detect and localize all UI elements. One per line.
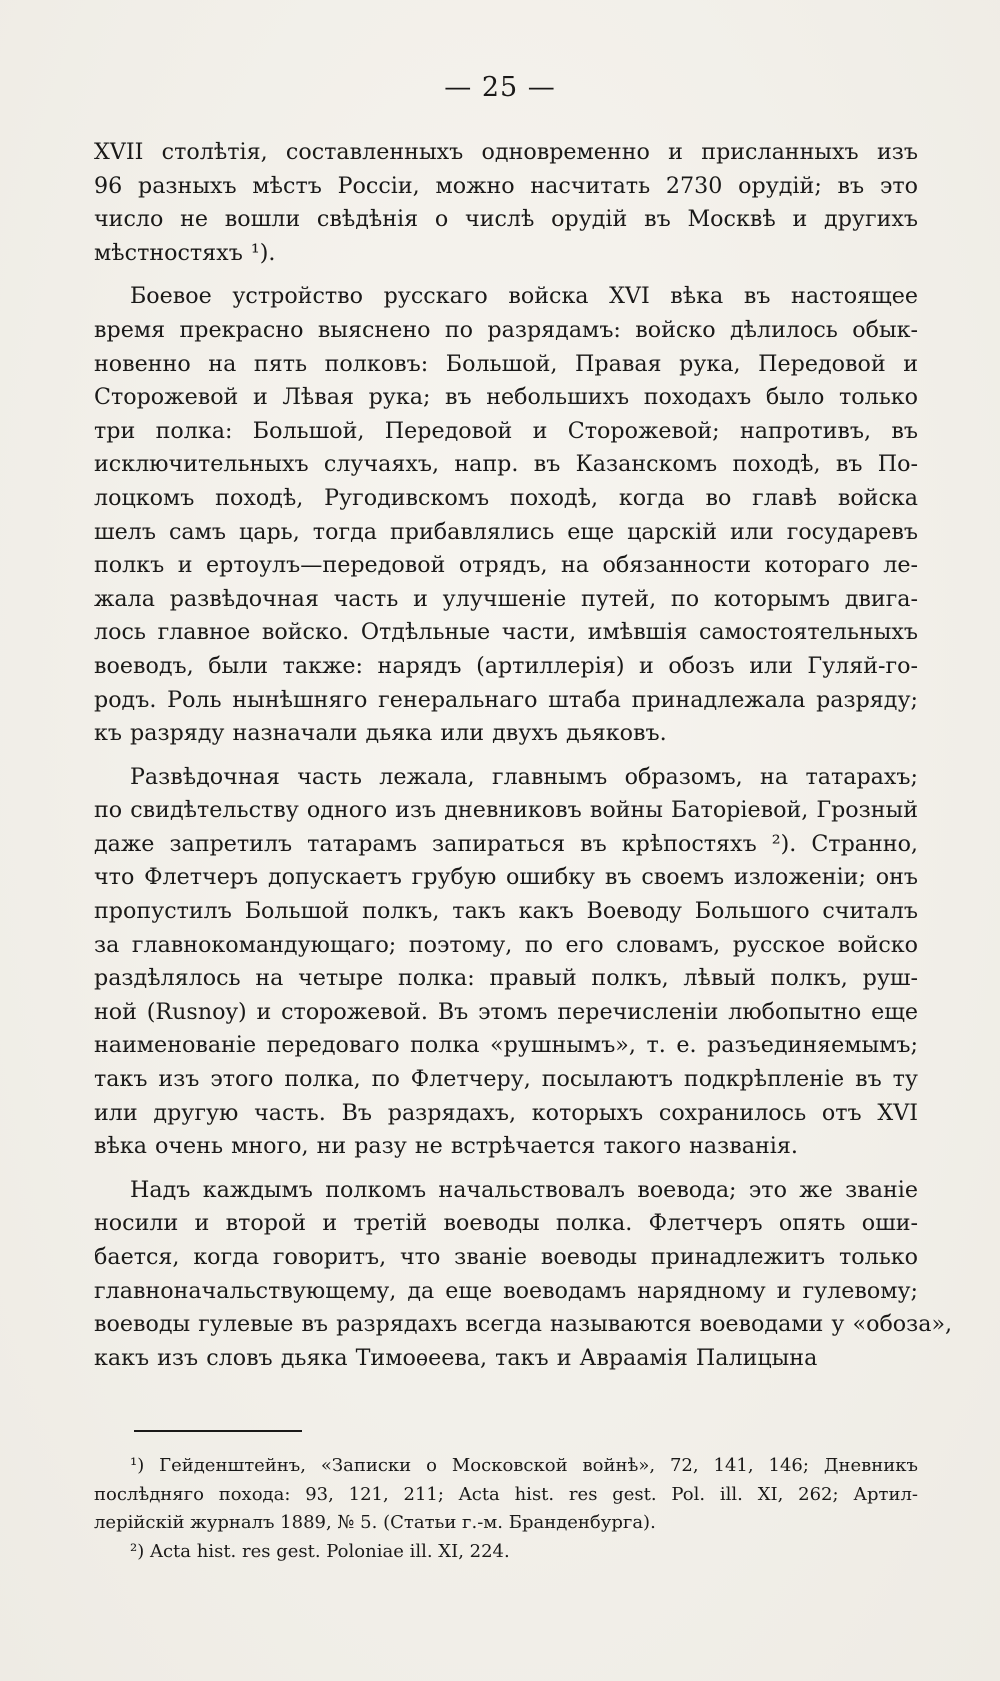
text-line: исключительныхъ случаяхъ, напр. въ Казанскомъ походѣ, въ По- [94,451,918,478]
paragraph [94,280,918,750]
text-line: такъ изъ этого полка, по Флетчеру, посылаютъ подкрѣпленіе въ ту [94,1066,918,1093]
text-line: къ разряду назначали дьяка или двухъ дьяковъ. [94,720,667,747]
text-line: ной (Rusnoy) и сторожевой. Въ этомъ перечисленіи любопытно еще [94,998,918,1025]
text-line: время прекрасно выяснено по разрядамъ: войско дѣлилось обык- [94,316,918,343]
text-line: Боевое устройство русскаго войска XVI вѣка въ настоящее [130,283,918,310]
paragraph [94,761,918,1164]
text-line: лоцкомъ походѣ, Ругодивскомъ походѣ, когда во главѣ войска [94,484,918,511]
footnote [94,1538,918,1567]
paragraph [94,136,918,270]
text-line: по свидѣтельству одного изъ дневниковъ войны Баторіевой, Грозный [94,797,918,824]
text-line: лось главное войско. Отдѣльные части, имѣвшія самостоятельныхъ [94,619,918,646]
footnote-line: ¹) Гейденштейнъ, «Записки о Московской войнѣ», 72, 141, 146; Дневникъ [130,1455,918,1476]
text-line: шелъ самъ царь, тогда прибавлялись еще царскій или государевъ [94,518,918,545]
text-line: или другую часть. Въ разрядахъ, которыхъ сохранилось отъ XVI [94,1099,918,1126]
footnote [94,1452,918,1538]
text-line: бается, когда говоритъ, что званіе воеводы принадлежитъ только [94,1244,918,1270]
text-line: какъ изъ словъ дьяка Тимоѳеева, такъ и Авраамія Палицына [94,1344,818,1371]
text-line: 96 разныхъ мѣстъ Россіи, можно насчитать 2730 орудій; въ это [94,172,918,199]
text-line: жала развѣдочная часть и улучшеніе путей, по которымъ двига- [94,585,918,612]
footnote-line: ²) Acta hist. res gest. Poloniae ill. XI, 224. [130,1540,510,1562]
text-line: новенно на пять полковъ: Большой, Правая рука, Передовой и [94,350,918,377]
text-line: Развѣдочная часть лежала, главнымъ образомъ, на татарахъ; [130,763,918,790]
paragraph [94,1174,953,1376]
text-line: воеводы гулевые въ разрядахъ всегда называются воеводами у «обоза», [94,1311,953,1338]
text-line: за главнокомандующаго; поэтому, по его словамъ, русское войско [94,931,918,958]
footnote-line: лерійскій журналъ 1889, № 5. (Статьи г.-м. Бранденбурга). [94,1512,656,1533]
text-line: пропустилъ Большой полкъ, такъ какъ Воеводу Большого считалъ [94,898,918,925]
text-line: носили и второй и третій воеводы полка. Флетчеръ опять оши- [94,1210,918,1237]
text-line: число не вошли свѣдѣнія о числѣ орудій въ Москвѣ и другихъ [94,206,918,233]
text-line: родъ. Роль нынѣшняго генеральнаго штаба принадлежала разряду; [94,686,918,713]
text-line: воеводъ, были также: нарядъ (артиллерія) и обозъ или Гуляй-го- [94,652,918,679]
text-line: мѣстностяхъ ¹). [94,239,276,266]
text-line: даже запретилъ татарамъ запираться въ крѣпостяхъ ²). Странно, [94,830,918,857]
text-line: три полка: Большой, Передовой и Сторожевой; напротивъ, въ [94,417,918,444]
footnote-line: послѣдняго похода: 93, 121, 211; Acta hist. res gest. Pol. ill. XI, 262; Артил- [94,1483,918,1505]
text-line: XVII столѣтія, составленныхъ одновременно и присланныхъ изъ [94,139,918,165]
text-line: Сторожевой и Лѣвая рука; въ небольшихъ походахъ было только [94,384,918,411]
text-line: что Флетчеръ допускаетъ грубую ошибку въ своемъ изложеніи; онъ [94,864,918,891]
text-line: полкъ и ертоулъ—передовой отрядъ, на обязанности котораго ле- [94,552,918,579]
text-line: Надъ каждымъ полкомъ начальствовалъ воевода; это же званіе [130,1176,918,1203]
page-number: — 25 — [444,72,556,103]
footnote-divider [134,1430,302,1432]
text-line: наименованіе передоваго полка «рушнымъ», т. е. разъединяемымъ; [94,1032,918,1059]
text-line: главноначальствующему, да еще воеводамъ нарядному и гулевому; [94,1277,918,1304]
main-text [94,136,953,1385]
text-line: вѣка очень много, ни разу не встрѣчается такого названія. [94,1133,798,1160]
text-line: раздѣлялось на четыре полка: правый полкъ, лѣвый полкъ, руш- [94,965,918,992]
footnotes [94,1452,918,1566]
